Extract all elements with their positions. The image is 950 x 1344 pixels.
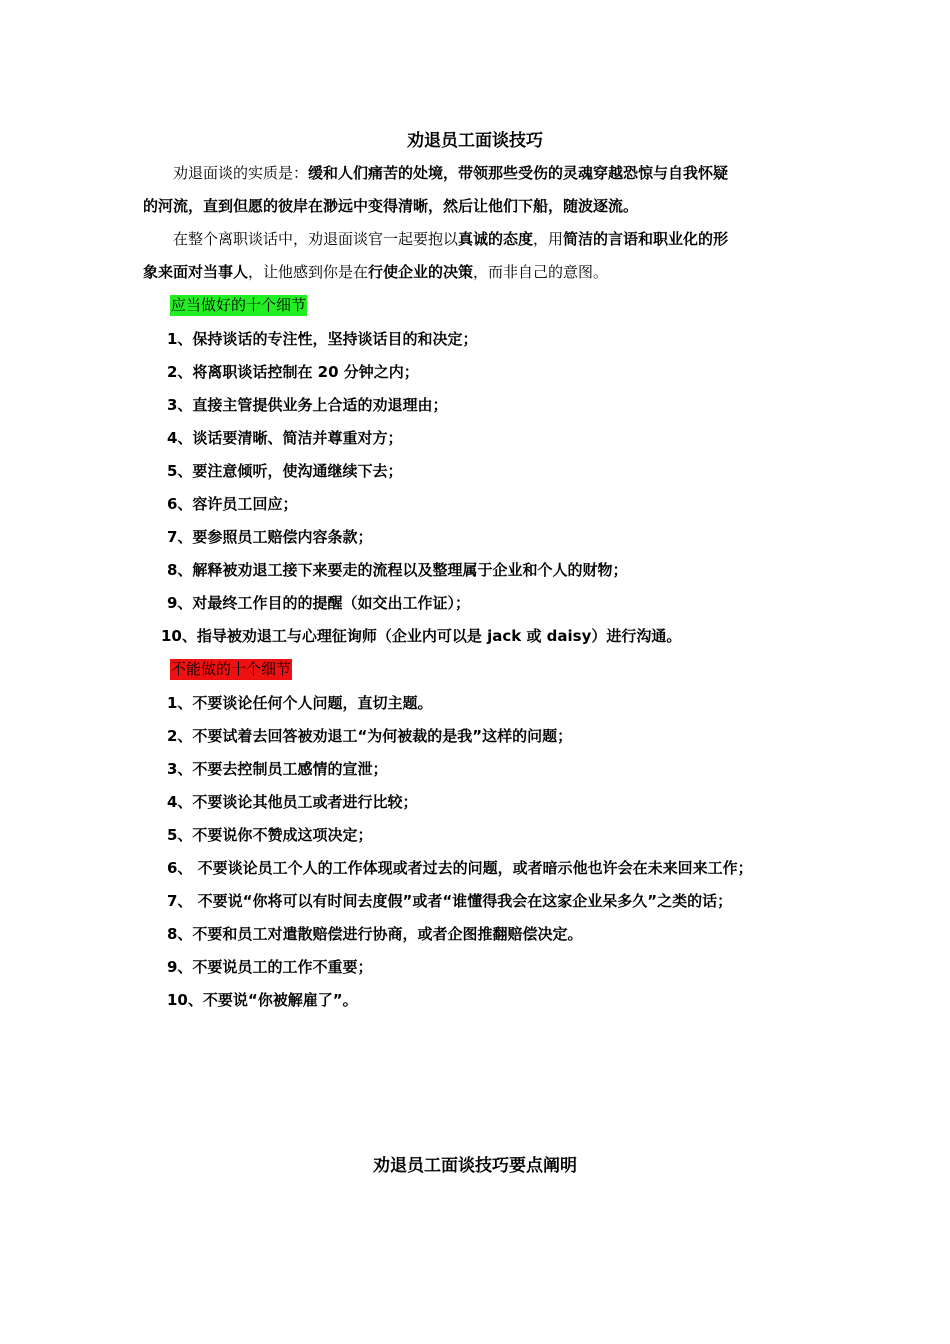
section-title-2: 劝退员工面谈技巧要点阐明	[373, 1156, 577, 1176]
dont-section-heading: 不能做的十个细节	[171, 660, 292, 678]
intro1-bold-2: 的河流，直到但愿的彼岸在渺远中变得清晰，然后让他们下船，随波逐流。	[143, 197, 639, 215]
dont-item: 2、不要试着去回答被劝退工“为何被裁的是我”这样的问题；	[167, 727, 573, 745]
do-section-heading: 应当做好的十个细节	[171, 296, 307, 314]
do-item: 6、容许员工回应；	[167, 495, 298, 513]
dont-item: 3、不要去控制员工感情的宣泄；	[167, 760, 388, 778]
do-item: 10、指导被劝退工与心理征询师（企业内可以是 jack 或 daisy）进行沟通。	[161, 627, 682, 645]
intro2-t2: ，用	[533, 230, 564, 248]
do-item: 2、将离职谈话控制在 20 分钟之内；	[167, 363, 419, 381]
intro2-b3: 象来面对当事人	[143, 263, 249, 281]
dont-item: 5、不要说你不赞成这项决定；	[167, 826, 373, 844]
do-item: 1、保持谈话的专注性，坚持谈话目的和决定；	[167, 330, 478, 348]
dont-item: 7、 不要说“你将可以有时间去度假”或者“谁懂得我会在这家企业呆多久”之类的话；	[167, 892, 733, 910]
do-item: 9、对最终工作目的的提醒（如交出工作证）；	[167, 594, 470, 612]
do-item: 4、谈话要清晰、简洁并尊重对方；	[167, 429, 403, 447]
dont-item: 1、不要谈论任何个人问题，直切主题。	[167, 694, 433, 712]
dont-item: 9、不要说员工的工作不重要；	[167, 958, 373, 976]
do-item: 8、解释被劝退工接下来要走的流程以及整理属于企业和个人的财物；	[167, 561, 628, 579]
do-item: 3、直接主管提供业务上合适的劝退理由；	[167, 396, 448, 414]
intro-paragraph-1	[143, 157, 808, 223]
intro2-t3: ，让他感到你是在	[248, 263, 369, 281]
do-item: 7、要参照员工赔偿内容条款；	[167, 528, 373, 546]
page-title: 劝退员工面谈技巧	[407, 131, 543, 151]
intro2-b1: 真诚的态度	[458, 230, 534, 248]
dont-item: 4、不要谈论其他员工或者进行比较；	[167, 793, 418, 811]
dont-item: 8、不要和员工对遣散赔偿进行协商，或者企图推翻赔偿决定。	[167, 925, 583, 943]
intro2-t1: 在整个离职谈话中，劝退面谈官一起要抱以	[173, 230, 459, 248]
intro1-prefix: 劝退面谈的实质是：	[173, 164, 309, 182]
intro2-b2: 简洁的言语和职业化的形	[563, 230, 729, 248]
intro1-bold-1: 缓和人们痛苦的处境，带领那些受伤的灵魂穿越恐惊与自我怀疑	[308, 164, 729, 182]
intro2-t4: ，而非自己的意图。	[473, 263, 609, 281]
intro2-b4: 行使企业的决策	[368, 263, 474, 281]
dont-item: 10、不要说“你被解雇了”。	[167, 991, 358, 1009]
dont-item: 6、 不要谈论员工个人的工作体现或者过去的问题，或者暗示他也许会在未来回来工作；	[167, 859, 753, 877]
intro-paragraph-2	[143, 223, 808, 289]
do-item: 5、要注意倾听，使沟通继续下去；	[167, 462, 403, 480]
